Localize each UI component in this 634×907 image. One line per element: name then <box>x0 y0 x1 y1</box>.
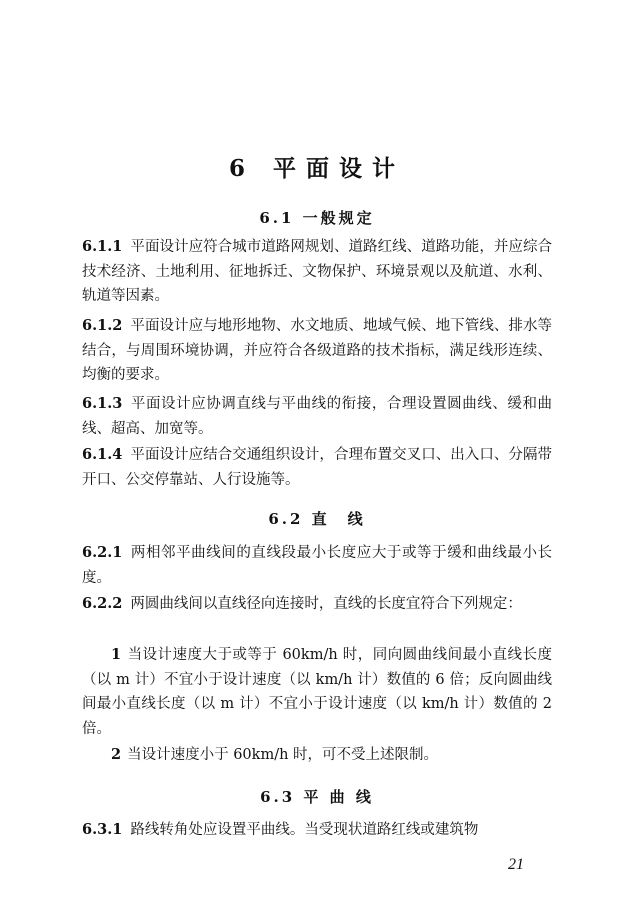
clause-6-1-2 <box>82 314 552 388</box>
clause-text: 两圆曲线间以直线径向连接时，直线的长度宜符合下列规定： <box>130 596 522 612</box>
clause-number: 6.1.2 <box>82 317 123 334</box>
clause-text: 平面设计应协调直线与平曲线的衔接，合理设置圆曲线、缓和曲线、超高、加宽等。 <box>82 396 552 437</box>
chapter-title: 6 平面设计 <box>228 155 405 182</box>
clause-number: 6.2.2 <box>82 595 123 612</box>
section-title-6-1: 6.1 一般规定 <box>259 209 375 227</box>
clause-number: 6.2.1 <box>82 544 123 561</box>
clause-text: 平面设计应符合城市道路网规划、道路红线、道路功能，并应综合技术经济、土地利用、征地拆迁、文物保护、环境景观以及航道、水利、轨道等因素。 <box>82 239 552 304</box>
clause-6-2-2-item-1 <box>82 643 552 741</box>
clause-6-3-1 <box>82 818 552 843</box>
clause-number: 6.3.1 <box>82 821 123 838</box>
item-text: 当设计速度大于或等于 60km/h 时，同向圆曲线间最小直线长度（以 m 计）不宜小于设计速度（以 km/h 计）数值的 6 倍；反向圆曲线间最小直线长度（以 m 计）不宜小于设计速度（以 km/h 计）数值的 2 倍。 <box>82 647 552 737</box>
clause-text: 平面设计应与地形地物、水文地质、地域气候、地下管线、排水等结合，与周围环境协调，并应符合各级道路的技术指标，满足线形连续、均衡的要求。 <box>82 318 552 383</box>
clause-number: 6.1.4 <box>82 446 123 463</box>
clause-6-2-2 <box>82 592 552 617</box>
clause-number: 6.1.1 <box>82 238 123 255</box>
section-title-6-2: 6.2 直 线 <box>268 510 366 528</box>
clause-6-2-1 <box>82 541 552 590</box>
clause-number: 6.1.3 <box>82 395 123 412</box>
clause-6-1-1 <box>82 235 552 309</box>
clause-text: 平面设计应结合交通组织设计，合理布置交叉口、出入口、分隔带开口、公交停靠站、人行设施等。 <box>82 447 552 488</box>
clause-6-2-2-item-2 <box>82 743 552 768</box>
item-number: 2 <box>111 746 122 763</box>
item-text: 当设计速度小于 60km/h 时，可不受上述限制。 <box>127 747 439 763</box>
clause-text: 两相邻平曲线间的直线段最小长度应大于或等于缓和曲线最小长度。 <box>82 545 552 586</box>
clause-text: 路线转角处应设置平曲线。当受现状道路红线或建筑物 <box>130 822 479 838</box>
section-title-6-3: 6.3 平 曲 线 <box>260 788 374 806</box>
page-number: 21 <box>508 856 524 873</box>
item-number: 1 <box>111 646 122 663</box>
clause-6-1-3 <box>82 392 552 441</box>
clause-6-1-4 <box>82 443 552 492</box>
